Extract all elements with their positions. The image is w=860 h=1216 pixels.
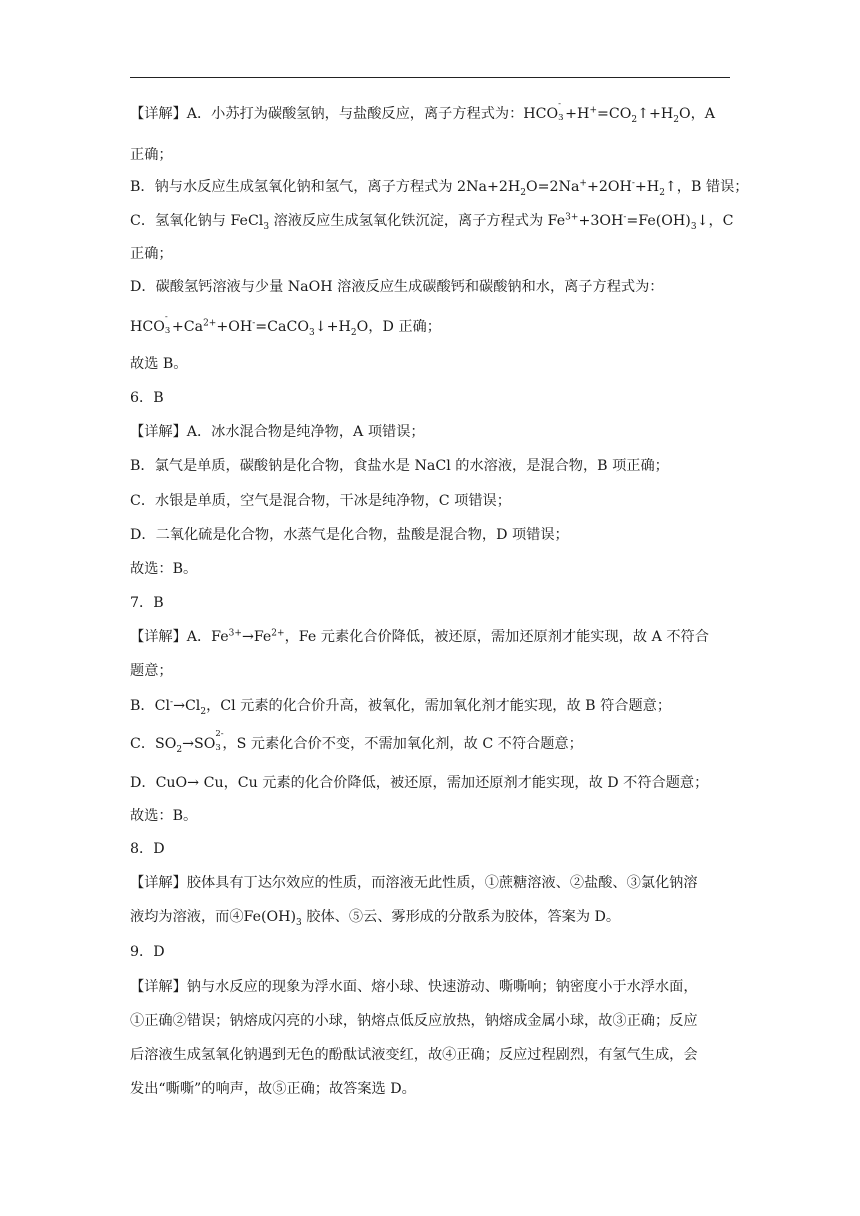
text-run: C．水银是单质，空气是混合物，干冰是纯净物，C 项错误； <box>130 493 511 509</box>
text-run: C．氢氧化钠与 FeCl <box>130 213 264 229</box>
text-run: ↑+H <box>637 106 674 122</box>
text-run: 故选：B。 <box>130 808 198 824</box>
text-run: 故选 B。 <box>130 356 188 372</box>
super-sub-script <box>164 312 172 336</box>
subscript: 2 <box>176 744 183 755</box>
text-run: =Fe(OH) <box>626 213 691 229</box>
subscript: 3 <box>215 743 221 753</box>
text-run: 【详解】A．小苏打为碳酸氢钠，与盐酸反应，离子方程式为：HCO <box>130 106 559 122</box>
text-line-q5-ans <box>130 354 730 374</box>
text-run: +2OH <box>586 179 632 195</box>
text-line-q7-c <box>130 729 730 755</box>
subscript: 3 <box>263 221 270 232</box>
text-run: ↓，C <box>696 213 734 229</box>
text-run: 题意； <box>130 663 173 679</box>
text-line-q7 <box>130 593 730 613</box>
text-run: 溶液反应生成氢氧化铁沉淀，离子方程式为 Fe <box>269 213 566 229</box>
subscript: 3 <box>164 326 171 336</box>
text-line-q7-d <box>130 773 730 793</box>
subscript: 3 <box>690 221 697 232</box>
subscript: 3 <box>309 327 315 338</box>
text-run: HCO <box>130 319 165 335</box>
superscript: + <box>579 178 587 189</box>
subscript: 2 <box>631 114 638 125</box>
text-run: C．SO <box>130 736 177 752</box>
text-run: =CaCO <box>255 319 309 335</box>
text-run: →Cl <box>173 698 201 714</box>
text-run: 【详解】A．冰水混合物是纯净物，A 项错误； <box>130 424 425 440</box>
text-line-q6-a <box>130 422 730 442</box>
text-line-q9-1 <box>130 977 730 997</box>
text-run: 正确； <box>130 147 173 163</box>
subscript: 2 <box>673 114 679 125</box>
text-run: 胶体、⑤云、雾形成的分散系为胶体，答案为 D。 <box>301 909 621 925</box>
super-sub-script <box>215 729 224 753</box>
text-line-q5-d-1 <box>130 277 730 297</box>
super-sub-script <box>558 99 565 123</box>
text-run: D．二氧化硫是化合物，水蒸气是化合物，盐酸是混合物，D 项错误； <box>130 527 569 543</box>
text-run: →SO <box>182 736 216 752</box>
superscript: 3+ <box>565 212 579 223</box>
text-run: +H <box>634 179 660 195</box>
header-rule <box>130 77 730 78</box>
subscript: 3 <box>558 113 564 123</box>
text-line-q7-ans <box>130 806 730 826</box>
text-line-q6-c <box>130 491 730 511</box>
text-run: 正确； <box>130 246 173 262</box>
subscript: 2 <box>520 187 526 198</box>
text-line-q7-a-2 <box>130 661 730 681</box>
superscript: - <box>252 318 256 329</box>
text-run: ①正确②错误；钠熔成闪亮的小球，钠熔点低反应放热，钠熔成金属小球，故③正确；反应 <box>130 1013 698 1029</box>
text-line-q5-d-2 <box>130 312 730 338</box>
text-run: O，D 正确； <box>356 319 441 335</box>
text-line-q9-4 <box>130 1079 730 1099</box>
text-line-q6-d <box>130 525 730 545</box>
text-run: ↑，B 错误； <box>664 179 749 195</box>
text-run: D．CuO→ Cu，Cu 元素的化合价降低，被还原，需加还原剂才能实现，故 D 不符合题意； <box>130 775 709 791</box>
text-run: 故选：B。 <box>130 561 198 577</box>
text-line-q9 <box>130 942 730 962</box>
text-line-q5-a-2 <box>130 145 730 165</box>
text-run: D．碳酸氢钙溶液与少量 NaOH 溶液反应生成碳酸钙和碳酸钠和水，离子方程式为： <box>130 279 664 295</box>
text-run: B．Cl <box>130 698 171 714</box>
subscript: 2 <box>350 327 357 338</box>
text-line-q5-a-1 <box>130 99 730 125</box>
subscript: 2 <box>659 187 665 198</box>
text-run: +3OH <box>578 213 624 229</box>
text-run: 【详解】胶体具有丁达尔效应的性质，而溶液无此性质，①蔗糖溶液、②盐酸、③氯化钠溶 <box>130 875 698 891</box>
text-run: 后溶液生成氢氧化钠遇到无色的酚酞试液变红，故④正确；反应过程剧烈，有氢气生成，会 <box>130 1047 698 1063</box>
text-line-q5-c-1 <box>130 211 734 232</box>
text-line-q7-a-1 <box>130 627 730 647</box>
text-run: B．氯气是单质，碳酸钠是化合物，食盐水是 NaCl 的水溶液，是混合物，B 项正确； <box>130 458 669 474</box>
text-line-q6 <box>130 388 730 408</box>
superscript: - <box>558 99 562 109</box>
text-run: 【详解】A．Fe <box>130 629 229 645</box>
text-line-q9-3 <box>130 1045 730 1065</box>
text-line-q8 <box>130 839 730 859</box>
text-run: ，S 元素化合价不变，不需加氧化剂，故 C 不符合题意； <box>222 736 583 752</box>
text-line-q9-2 <box>130 1011 730 1031</box>
superscript: - <box>631 178 635 189</box>
superscript: + <box>589 105 597 116</box>
superscript: 2- <box>215 729 224 739</box>
text-run: 【详解】钠与水反应的现象为浮水面、熔小球、快速游动、嘶嘶响；钠密度小于水浮水面， <box>130 979 698 995</box>
text-line-q6-b <box>130 456 730 476</box>
text-run: =CO <box>596 106 632 122</box>
text-run: +Ca <box>171 319 204 335</box>
text-run: 发出“嘶嘶”的响声，故⑤正确；故答案选 D。 <box>130 1081 416 1097</box>
text-run: ，Fe 元素化合价降低，被还原，需加还原剂才能实现，故 A 不符合 <box>284 629 709 645</box>
text-line-q8-2 <box>130 907 730 927</box>
text-run: +H <box>565 106 590 122</box>
text-line-q5-b <box>130 177 749 198</box>
superscript: 3+ <box>228 628 242 639</box>
text-run: 6．B <box>130 390 164 406</box>
text-run: +OH <box>216 319 253 335</box>
superscript: - <box>170 697 174 708</box>
text-line-q8-1 <box>130 873 730 893</box>
text-line-q5-c-2 <box>130 244 730 264</box>
superscript: - <box>164 312 168 322</box>
text-run: →Fe <box>241 629 272 645</box>
text-run: 7．B <box>130 595 164 611</box>
text-run: ，Cl 元素的化合价升高，被氧化，需加氧化剂才能实现，故 B 符合题意； <box>206 698 672 714</box>
text-run: 9．D <box>130 944 165 960</box>
subscript: 3 <box>296 917 302 928</box>
text-line-q6-ans <box>130 559 730 579</box>
superscript: 2+ <box>203 318 217 329</box>
text-run: ↓+H <box>314 319 351 335</box>
text-run: 8．D <box>130 841 165 857</box>
text-run: 液均为溶液，而④Fe(OH) <box>130 909 297 925</box>
text-run: B．钠与水反应生成氢氧化钠和氢气，离子方程式为 2Na+2H <box>130 179 521 195</box>
superscript: 2+ <box>271 628 285 639</box>
text-run: O，A <box>678 106 716 122</box>
text-run: O=2Na <box>525 179 580 195</box>
text-line-q7-b <box>130 696 730 716</box>
superscript: - <box>623 212 627 223</box>
subscript: 2 <box>200 706 207 717</box>
